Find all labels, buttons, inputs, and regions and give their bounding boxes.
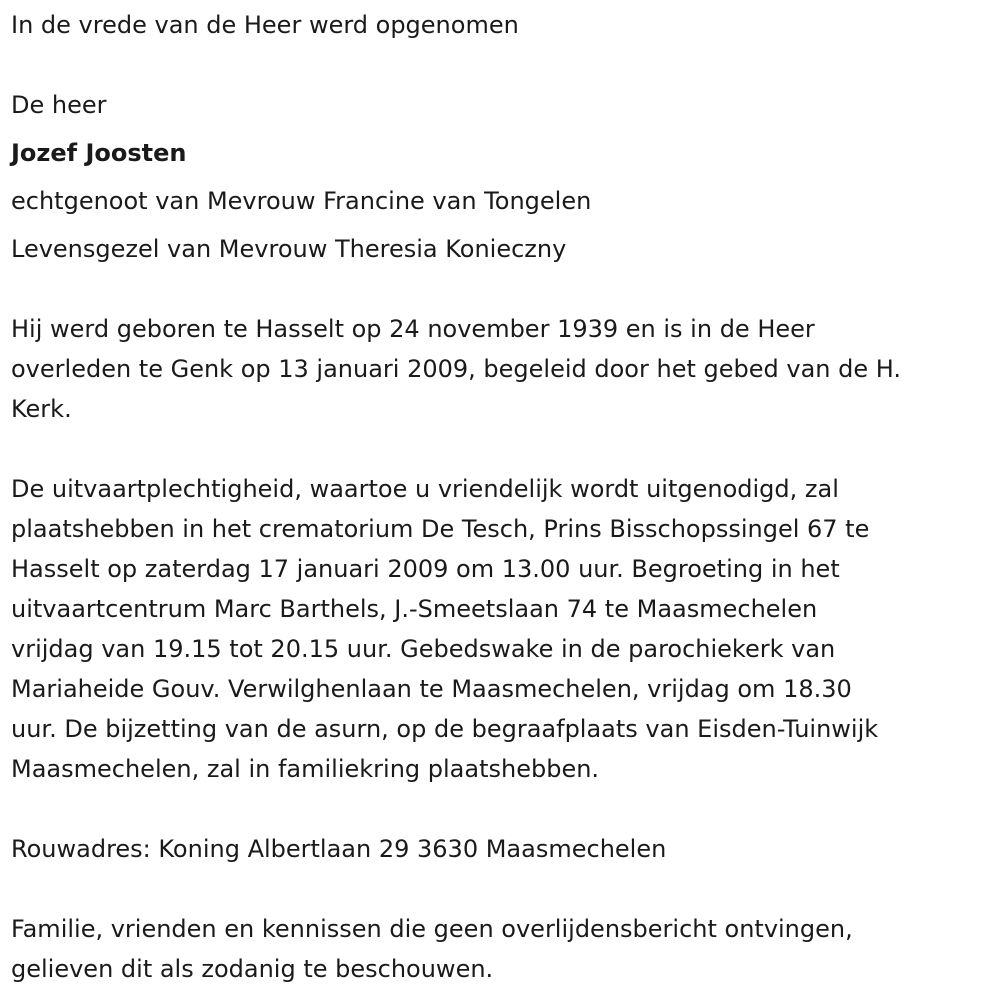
title-line: De heer bbox=[11, 91, 107, 119]
deceased-name: Jozef Joosten bbox=[11, 139, 187, 167]
funeral-line: uur. De bijzetting van de asurn, op de begraafplaats van Eisden-Tuinwijk bbox=[11, 715, 879, 743]
funeral-line: Maasmechelen, zal in familiekring plaatshebben. bbox=[11, 755, 600, 783]
birth-death-line: Hij werd geboren te Hasselt op 24 november 1939 en is in de Heer bbox=[11, 315, 815, 343]
birth-death-line: overleden te Genk op 13 januari 2009, begeleid door het gebed van de H. bbox=[11, 355, 901, 383]
funeral-line: De uitvaartplechtigheid, waartoe u vriendelijk wordt uitgenodigd, zal bbox=[11, 475, 839, 503]
spouse-line: echtgenoot van Mevrouw Francine van Tongelen bbox=[11, 187, 592, 215]
funeral-line: plaatshebben in het crematorium De Tesch, Prins Bisschopssingel 67 te bbox=[11, 515, 870, 543]
closing-line: gelieven dit als zodanig te beschouwen. bbox=[11, 955, 494, 983]
funeral-line: uitvaartcentrum Marc Barthels, J.-Smeetslaan 74 te Maasmechelen bbox=[11, 595, 818, 623]
mourning-address: Rouwadres: Koning Albertlaan 29 3630 Maasmechelen bbox=[11, 835, 667, 863]
closing-line: Familie, vrienden en kennissen die geen overlijdensbericht ontvingen, bbox=[11, 915, 853, 943]
partner-line: Levensgezel van Mevrouw Theresia Konieczny bbox=[11, 235, 567, 263]
birth-death-line: Kerk. bbox=[11, 395, 72, 423]
funeral-line: Hasselt op zaterdag 17 januari 2009 om 13.00 uur. Begroeting in het bbox=[11, 555, 840, 583]
funeral-line: Mariaheide Gouv. Verwilghenlaan te Maasmechelen, vrijdag om 18.30 bbox=[11, 675, 852, 703]
funeral-line: vrijdag van 19.15 tot 20.15 uur. Gebedswake in de parochiekerk van bbox=[11, 635, 836, 663]
intro-line: In de vrede van de Heer werd opgenomen bbox=[11, 11, 519, 39]
